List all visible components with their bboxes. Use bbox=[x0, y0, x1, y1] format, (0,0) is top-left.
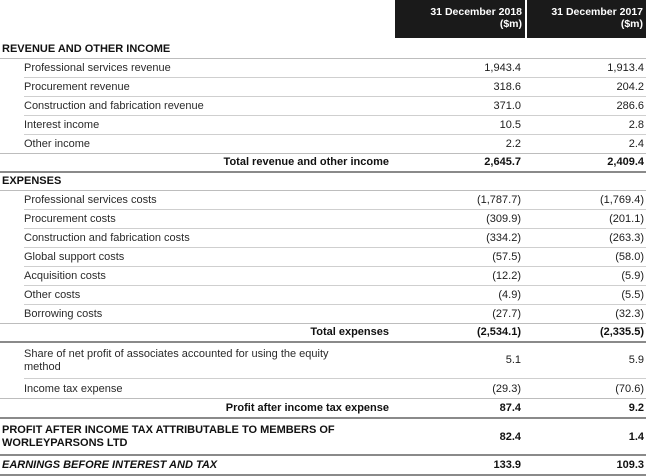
value-2018: (334.2) bbox=[486, 232, 521, 244]
value-2018: 5.1 bbox=[505, 354, 521, 366]
value-2017: 2,409.4 bbox=[607, 156, 644, 168]
row-label: Procurement costs bbox=[24, 213, 116, 225]
row-label: Professional services costs bbox=[24, 194, 157, 206]
value-2017: 109.3 bbox=[616, 459, 644, 471]
table-row bbox=[0, 267, 646, 286]
column-header-2018-unit: ($m) bbox=[499, 18, 522, 30]
row-label: Professional services revenue bbox=[24, 62, 171, 74]
value-2018: (12.2) bbox=[492, 270, 521, 282]
table-row bbox=[0, 116, 646, 135]
value-2018: (29.3) bbox=[492, 383, 521, 395]
table-row bbox=[0, 456, 646, 475]
value-2018: 87.4 bbox=[499, 402, 521, 414]
value-2018: (4.9) bbox=[498, 289, 521, 301]
value-2017: 1.4 bbox=[628, 430, 644, 443]
value-2017: (70.6) bbox=[615, 383, 644, 395]
value-2017: 286.6 bbox=[616, 100, 644, 112]
value-2017: 1,913.4 bbox=[607, 62, 644, 74]
row-label: Total revenue and other income bbox=[223, 156, 389, 168]
table-row bbox=[0, 210, 646, 229]
row-label: Share of net profit of associates accounted for using the equity method bbox=[24, 347, 329, 373]
table-row bbox=[0, 286, 646, 305]
value-2018: 2,645.7 bbox=[484, 156, 521, 168]
column-header-2018-date: 31 December 2018 bbox=[430, 6, 522, 18]
value-2018: 2.2 bbox=[505, 138, 521, 150]
value-2018: 82.4 bbox=[499, 430, 521, 443]
row-label: Interest income bbox=[24, 119, 100, 131]
value-2017: (2,335.5) bbox=[599, 326, 644, 338]
table-row bbox=[0, 97, 646, 116]
column-header-2017-unit: ($m) bbox=[620, 18, 643, 30]
table-row bbox=[0, 172, 646, 191]
row-label: Profit after income tax expense bbox=[225, 402, 389, 414]
value-2018: 318.6 bbox=[493, 81, 521, 93]
table-row bbox=[0, 399, 646, 418]
row-label: Other costs bbox=[24, 289, 81, 301]
table-row bbox=[0, 191, 646, 210]
value-2018: (309.9) bbox=[486, 213, 521, 225]
value-2017: 2.8 bbox=[628, 119, 644, 131]
value-2018: (27.7) bbox=[492, 308, 521, 320]
value-2018: 133.9 bbox=[493, 459, 521, 471]
table-row bbox=[0, 248, 646, 267]
table-row bbox=[0, 342, 646, 379]
table-row bbox=[0, 135, 646, 154]
row-label: Acquisition costs bbox=[24, 270, 106, 282]
row-label: PROFIT AFTER INCOME TAX ATTRIBUTABLE TO MEMBERS OF WORLEYPARSONS LTD bbox=[2, 424, 335, 449]
value-2017: 204.2 bbox=[616, 81, 644, 93]
row-label: REVENUE AND OTHER INCOME bbox=[2, 43, 171, 55]
value-2017: (5.9) bbox=[621, 270, 644, 282]
row-label: EARNINGS BEFORE INTEREST AND TAX bbox=[2, 459, 218, 471]
row-label: Construction and fabrication revenue bbox=[24, 100, 204, 112]
value-2018: 371.0 bbox=[493, 100, 521, 112]
row-divider bbox=[24, 378, 646, 379]
value-2017: (32.3) bbox=[615, 308, 644, 320]
value-2018: 1,943.4 bbox=[484, 62, 521, 74]
table-row bbox=[0, 380, 646, 399]
value-2017: (5.5) bbox=[621, 289, 644, 301]
table-row bbox=[0, 419, 646, 455]
column-header-2017-date: 31 December 2017 bbox=[551, 6, 643, 18]
value-2017: 5.9 bbox=[628, 354, 644, 366]
row-label: Total expenses bbox=[310, 326, 389, 338]
row-label: EXPENSES bbox=[2, 175, 62, 187]
value-2018: (57.5) bbox=[492, 251, 521, 263]
value-2017: (1,769.4) bbox=[599, 194, 644, 206]
value-2017: (58.0) bbox=[615, 251, 644, 263]
column-header-2018 bbox=[395, 0, 525, 38]
row-label: Borrowing costs bbox=[24, 308, 103, 320]
table-row bbox=[0, 78, 646, 97]
row-label: Income tax expense bbox=[24, 383, 123, 395]
row-label: Other income bbox=[24, 138, 91, 150]
table-row bbox=[0, 305, 646, 324]
value-2018: 10.5 bbox=[499, 119, 521, 131]
value-2018: (1,787.7) bbox=[476, 194, 521, 206]
value-2017: 9.2 bbox=[628, 402, 644, 414]
row-label: Procurement revenue bbox=[24, 81, 130, 93]
value-2018: (2,534.1) bbox=[476, 326, 521, 338]
row-label: Construction and fabrication costs bbox=[24, 232, 190, 244]
value-2017: 2.4 bbox=[628, 138, 644, 150]
table-row bbox=[0, 153, 646, 172]
row-label: Global support costs bbox=[24, 251, 125, 263]
table-row bbox=[0, 40, 646, 59]
value-2017: (263.3) bbox=[609, 232, 644, 244]
column-header-2017 bbox=[527, 0, 646, 38]
table-row bbox=[0, 323, 646, 342]
table-row bbox=[0, 59, 646, 78]
table-row bbox=[0, 229, 646, 248]
value-2017: (201.1) bbox=[609, 213, 644, 225]
